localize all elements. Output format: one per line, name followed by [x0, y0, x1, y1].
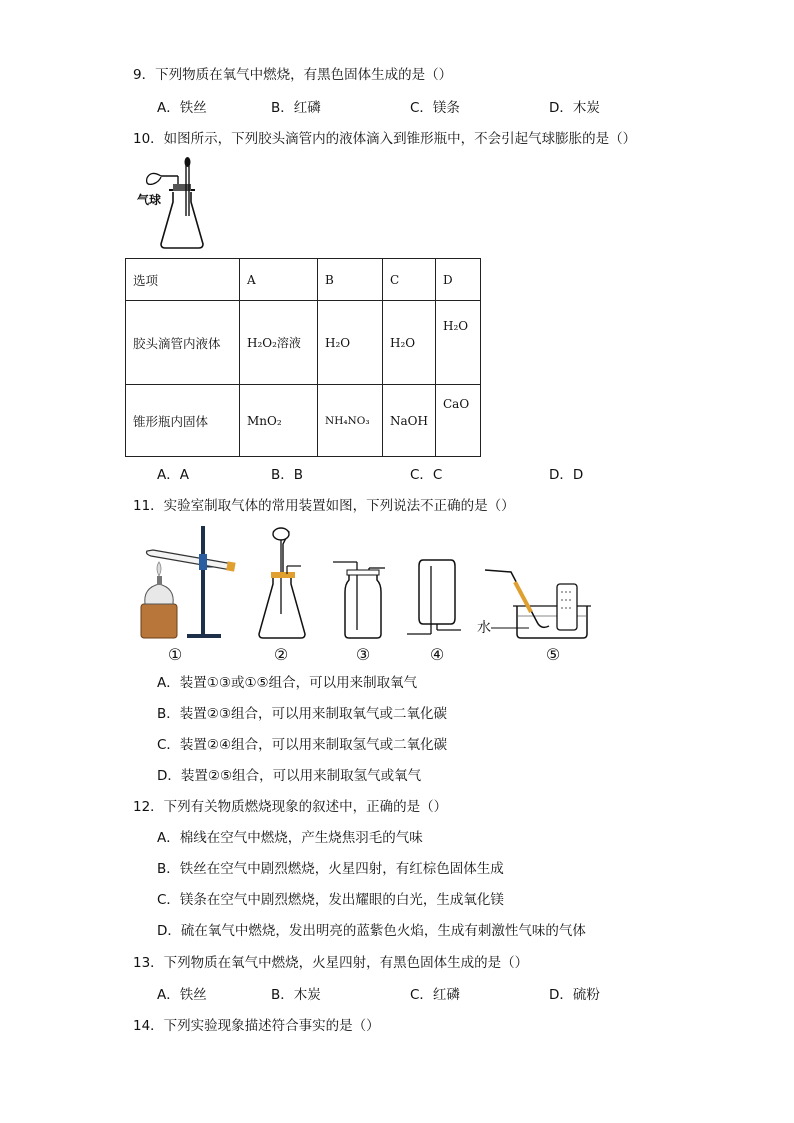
q11-option-c: C．装置②④组合，可以用来制取氢气或二氧化碳	[157, 737, 448, 753]
balloon-label: 气球	[137, 193, 162, 207]
q9-stem: 9．下列物质在氧气中燃烧，有黑色固体生成的是（）	[133, 67, 453, 83]
table-row1-d: H₂O	[436, 301, 481, 385]
q12-stem: 12．下列有关物质燃烧现象的叙述中，正确的是（）	[133, 799, 448, 815]
q12-option-b: B．铁丝在空气中剧烈燃烧，火星四射，有红棕色固体生成	[157, 861, 504, 877]
q10-option-c: C．C	[410, 467, 443, 483]
table-header-c: C	[383, 259, 436, 301]
q9-options	[0, 99, 794, 117]
q11-option-a: A．装置①③或①⑤组合，可以用来制取氧气	[157, 675, 418, 691]
table-header-option: 选项	[126, 259, 240, 301]
figure-label-5: ⑤	[545, 645, 561, 664]
table-header-d: D	[436, 259, 481, 301]
q14-stem: 14．下列实验现象描述符合事实的是（）	[133, 1018, 380, 1034]
q9-option-d: D．木炭	[549, 100, 600, 116]
table-row1-b: H₂O	[318, 301, 383, 385]
q10-stem: 10．如图所示，下列胶头滴管内的液体滴入到锥形瓶中，不会引起气球膨胀的是（）	[133, 131, 637, 147]
q12-option-a: A．棉线在空气中燃烧，产生烧焦羽毛的气味	[157, 830, 423, 846]
table-row2-c: NaOH	[383, 385, 436, 457]
table-row1-label: 胶头滴管内液体	[126, 301, 240, 385]
water-label: 水	[477, 620, 491, 636]
q12-option-d: D．硫在氧气中燃烧，发出明亮的蓝紫色火焰，生成有刺激性气味的气体	[157, 923, 586, 939]
q10-option-d: D．D	[549, 467, 584, 483]
q11-option-d: D．装置②⑤组合，可以用来制取氢气或氧气	[157, 768, 422, 784]
q10-option-a: A．A	[157, 467, 189, 483]
apparatus-2	[259, 528, 305, 638]
q13-options	[0, 986, 794, 1004]
flask-balloon-figure	[133, 156, 213, 252]
q9-option-c: C．镁条	[410, 100, 460, 116]
table-row2-d: CaO	[436, 385, 481, 457]
figure-label-3: ③	[355, 645, 371, 664]
apparatus-3	[333, 562, 385, 638]
gas-apparatus-figure	[135, 522, 595, 664]
q10-option-b: B．B	[271, 467, 304, 483]
figure-label-1: ①	[167, 645, 183, 664]
q13-option-b: B．木炭	[271, 987, 321, 1003]
q10-options	[0, 466, 794, 484]
q13-option-c: C．红磷	[410, 987, 460, 1003]
q13-option-a: A．铁丝	[157, 987, 207, 1003]
table-header-b: B	[318, 259, 383, 301]
figure-label-2: ②	[273, 645, 289, 664]
table-row2-a: MnO₂	[240, 385, 318, 457]
table-header-a: A	[240, 259, 318, 301]
apparatus-4	[407, 560, 461, 634]
figure-label-4: ④	[429, 645, 445, 664]
table-row1-a: H₂O₂溶液	[240, 301, 318, 385]
q11-option-b: B．装置②③组合，可以用来制取氧气或二氧化碳	[157, 706, 447, 722]
apparatus-5	[477, 570, 591, 638]
apparatus-1	[141, 526, 236, 638]
q12-option-c: C．镁条在空气中剧烈燃烧，发出耀眼的白光，生成氧化镁	[157, 892, 504, 908]
q11-stem: 11．实验室制取气体的常用装置如图，下列说法不正确的是（）	[133, 498, 515, 514]
table-row2-label: 锥形瓶内固体	[126, 385, 240, 457]
q13-stem: 13．下列物质在氧气中燃烧，火星四射，有黑色固体生成的是（）	[133, 955, 529, 971]
q13-option-d: D．硫粉	[549, 987, 600, 1003]
q9-option-b: B．红磷	[271, 100, 321, 116]
q9-option-a: A．铁丝	[157, 100, 207, 116]
table-row2-b: NH₄NO₃	[318, 385, 383, 457]
q10-table	[125, 258, 481, 457]
table-row1-c: H₂O	[383, 301, 436, 385]
